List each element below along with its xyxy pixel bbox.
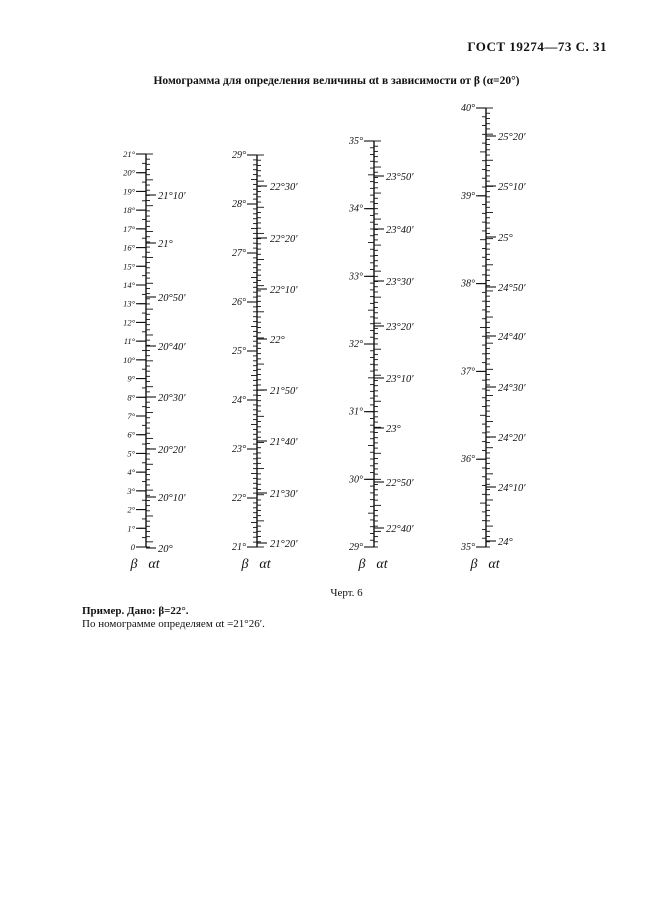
alpha-label: 23°10′ <box>386 374 414 385</box>
beta-label: 16° <box>123 242 135 253</box>
alpha-label: 24°30′ <box>498 383 526 394</box>
alpha-label: 24° <box>498 537 513 548</box>
alpha-label: 23° <box>386 424 401 435</box>
beta-label: 13° <box>123 298 135 309</box>
beta-label: 14° <box>123 280 135 290</box>
alpha-label: 20°30′ <box>158 393 186 404</box>
beta-label: 9° <box>127 373 135 384</box>
alpha-label: 23°30′ <box>386 277 414 288</box>
beta-label: 0 <box>130 542 135 552</box>
beta-label: 5° <box>127 448 135 459</box>
nomogram-title-text: Номограмма для определения величины αt в зависимости от β (α=20°) <box>153 75 520 87</box>
beta-label: 30° <box>349 474 363 486</box>
beta-label: 21° <box>123 149 135 159</box>
beta-label: 32° <box>349 339 363 350</box>
beta-label: 29° <box>349 542 363 553</box>
figure-caption-text: Черт. 6 <box>330 587 363 599</box>
alpha-label: 20°40′ <box>158 342 186 353</box>
beta-label: 15° <box>123 261 135 272</box>
alpha-label: 22°50′ <box>386 478 414 489</box>
beta-label: 23° <box>232 444 246 455</box>
beta-label: 25° <box>232 346 246 357</box>
beta-label: 20° <box>123 167 135 178</box>
alpha-label: 20°20′ <box>158 445 186 456</box>
figure-caption <box>0 587 653 599</box>
alpha-label: 21°10′ <box>158 191 186 202</box>
beta-label: 28° <box>232 199 246 210</box>
alpha-symbol: αt <box>488 557 500 572</box>
alpha-symbol: αt <box>259 557 271 572</box>
beta-label: 19° <box>123 186 135 197</box>
beta-label: 36° <box>461 454 475 466</box>
beta-label: 40° <box>461 103 475 114</box>
beta-label: 37° <box>461 366 475 378</box>
beta-label: 35° <box>461 542 475 553</box>
alpha-symbol: αt <box>148 557 160 572</box>
beta-label: 4° <box>127 467 135 478</box>
beta-label: 21° <box>232 542 246 553</box>
beta-label: 3° <box>127 485 135 496</box>
example-label: Пример. <box>82 605 125 617</box>
beta-label: 12° <box>123 317 135 328</box>
beta-label: 27° <box>232 248 246 259</box>
alpha-label: 25°20′ <box>498 132 526 143</box>
beta-label: 7° <box>127 411 135 421</box>
beta-symbol: β <box>241 557 249 572</box>
beta-label: 33° <box>349 271 363 283</box>
alpha-label: 23°50′ <box>386 172 414 183</box>
alpha-label: 22°10′ <box>270 285 298 296</box>
beta-symbol: β <box>130 557 138 572</box>
beta-label: 11° <box>123 336 135 347</box>
beta-label: 34° <box>349 203 363 215</box>
beta-label: 18° <box>123 205 135 216</box>
beta-label: 8° <box>127 392 135 403</box>
alpha-label: 24°10′ <box>498 483 526 494</box>
alpha-label: 21°30′ <box>270 489 298 500</box>
alpha-label: 20° <box>158 544 173 555</box>
alpha-label: 21° <box>158 239 173 250</box>
example-given: Дано: β=22°. <box>127 605 189 617</box>
alpha-label: 21°50′ <box>270 386 298 397</box>
alpha-label: 22°30′ <box>270 182 298 193</box>
beta-symbol: β <box>358 557 366 572</box>
beta-symbol: β <box>470 557 478 572</box>
beta-label: 31° <box>349 406 363 418</box>
beta-label: 24° <box>232 395 246 406</box>
alpha-label: 24°40′ <box>498 332 526 343</box>
alpha-label: 25°10′ <box>498 182 526 193</box>
example-result: По номограмме определяем αt =21°26′. <box>82 618 265 630</box>
alpha-label: 21°40′ <box>270 437 298 448</box>
alpha-label: 23°20′ <box>386 322 414 333</box>
beta-label: 17° <box>123 223 135 234</box>
beta-label: 22° <box>232 493 246 504</box>
alpha-label: 24°20′ <box>498 433 526 444</box>
beta-label: 1° <box>127 523 135 534</box>
alpha-label: 23°40′ <box>386 225 414 236</box>
alpha-label: 20°10′ <box>158 493 186 504</box>
alpha-symbol: αt <box>376 557 388 572</box>
beta-label: 2° <box>127 504 135 515</box>
alpha-label: 24°50′ <box>498 283 526 294</box>
example-block <box>82 605 265 631</box>
beta-label: 35° <box>349 136 363 147</box>
beta-label: 10° <box>123 354 135 365</box>
alpha-label: 20°50′ <box>158 293 186 304</box>
alpha-label: 22°40′ <box>386 524 414 535</box>
alpha-label: 21°20′ <box>270 539 298 550</box>
beta-label: 6° <box>127 429 135 440</box>
beta-label: 29° <box>232 150 246 161</box>
document-header: ГОСТ 19274—73 С. 31 <box>467 39 607 54</box>
beta-label: 26° <box>232 297 246 308</box>
alpha-label: 25° <box>498 233 513 244</box>
beta-label: 39° <box>461 190 475 202</box>
beta-label: 38° <box>461 278 475 290</box>
alpha-label: 22°20′ <box>270 234 298 245</box>
alpha-label: 22° <box>270 335 285 346</box>
